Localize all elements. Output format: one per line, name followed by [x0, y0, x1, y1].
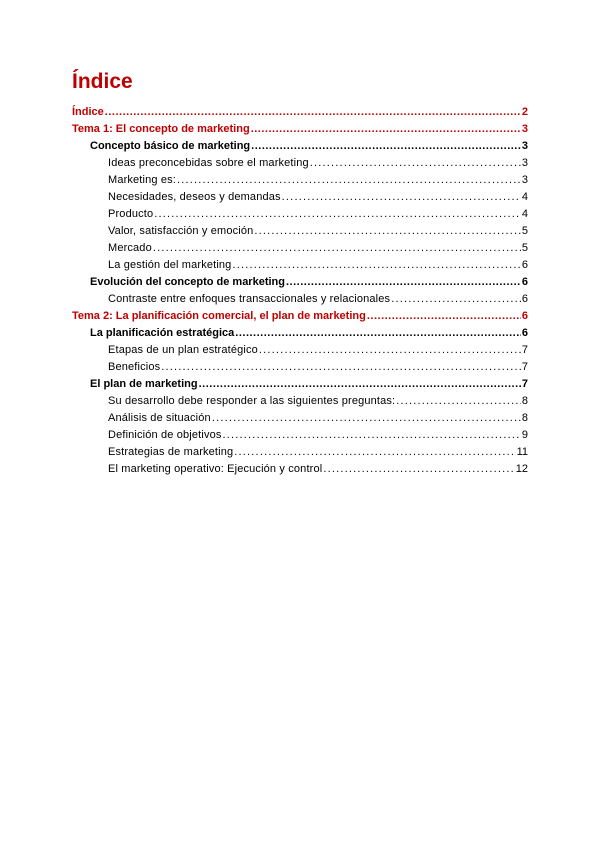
toc-page-number: 3 — [521, 174, 528, 186]
toc-entry-label: Producto — [108, 208, 154, 220]
toc-entry-label: Concepto básico de marketing — [90, 140, 251, 152]
toc-entry[interactable] — [72, 325, 528, 342]
toc-page-number: 7 — [521, 361, 528, 373]
toc-entry[interactable] — [72, 359, 528, 376]
toc-leader-dots — [161, 359, 521, 376]
toc-page-number: 6 — [521, 276, 528, 288]
toc-entry[interactable] — [72, 172, 528, 189]
toc-leader-dots — [223, 427, 521, 444]
toc-leader-dots — [234, 444, 515, 461]
toc-entry-label: Tema 1: El concepto de marketing — [72, 123, 250, 135]
toc-entry-label: Estrategias de marketing — [108, 446, 234, 458]
toc-leader-dots — [310, 155, 521, 172]
toc-entry[interactable] — [72, 444, 528, 461]
toc-page-number: 4 — [521, 191, 528, 203]
toc-leader-dots — [232, 257, 520, 274]
toc-leader-dots — [367, 308, 521, 325]
toc-entry-label: El marketing operativo: Ejecución y control — [108, 463, 323, 475]
toc-page-number: 8 — [521, 412, 528, 424]
table-of-contents — [72, 104, 528, 478]
toc-entry[interactable] — [72, 410, 528, 427]
toc-entry-label: Índice — [72, 106, 104, 118]
toc-leader-dots — [177, 172, 521, 189]
toc-leader-dots — [212, 410, 521, 427]
page-title: Índice — [72, 70, 133, 93]
toc-page-number: 5 — [521, 242, 528, 254]
toc-entry[interactable] — [72, 308, 528, 325]
toc-entry-label: Mercado — [108, 242, 152, 254]
toc-entry-label: Tema 2: La planificación comercial, el plan de marketing — [72, 310, 366, 322]
toc-leader-dots — [154, 206, 521, 223]
toc-page-number: 7 — [521, 378, 528, 390]
toc-entry-label: Etapas de un plan estratégico — [108, 344, 258, 356]
toc-entry-label: Necesidades, deseos y demandas — [108, 191, 281, 203]
toc-leader-dots — [153, 240, 521, 257]
toc-entry-label: Su desarrollo debe responder a las siguientes preguntas: — [108, 395, 396, 407]
toc-entry[interactable] — [72, 223, 528, 240]
toc-entry-label: Evolución del concepto de marketing — [90, 276, 285, 288]
toc-leader-dots — [259, 342, 521, 359]
toc-entry-label: La gestión del marketing — [108, 259, 232, 271]
toc-entry[interactable] — [72, 138, 528, 155]
toc-entry[interactable] — [72, 121, 528, 138]
toc-entry-label: Beneficios — [108, 361, 161, 373]
toc-leader-dots — [286, 274, 521, 291]
toc-entry[interactable] — [72, 104, 528, 121]
toc-entry[interactable] — [72, 206, 528, 223]
toc-page-number: 8 — [521, 395, 528, 407]
toc-entry-label: La planificación estratégica — [90, 327, 235, 339]
toc-entry[interactable] — [72, 376, 528, 393]
toc-leader-dots — [396, 393, 521, 410]
toc-leader-dots — [199, 376, 521, 393]
toc-leader-dots — [254, 223, 520, 240]
toc-page-number: 12 — [515, 463, 528, 475]
toc-page-number: 3 — [521, 140, 528, 152]
toc-leader-dots — [391, 291, 521, 308]
toc-page-number: 9 — [521, 429, 528, 441]
toc-page-number: 4 — [521, 208, 528, 220]
toc-entry[interactable] — [72, 189, 528, 206]
toc-leader-dots — [323, 461, 514, 478]
toc-entry-label: El plan de marketing — [90, 378, 198, 390]
toc-page-number: 6 — [521, 327, 528, 339]
toc-page-number: 6 — [521, 293, 528, 305]
toc-entry[interactable] — [72, 240, 528, 257]
toc-page-number: 3 — [521, 157, 528, 169]
toc-leader-dots — [251, 138, 521, 155]
toc-entry[interactable] — [72, 427, 528, 444]
toc-entry[interactable] — [72, 291, 528, 308]
toc-page-number: 3 — [521, 123, 528, 135]
toc-entry-label: Análisis de situación — [108, 412, 211, 424]
toc-entry[interactable] — [72, 393, 528, 410]
toc-entry[interactable] — [72, 274, 528, 291]
toc-entry[interactable] — [72, 461, 528, 478]
toc-entry-label: Valor, satisfacción y emoción — [108, 225, 254, 237]
toc-leader-dots — [235, 325, 521, 342]
toc-page-number: 2 — [521, 106, 528, 118]
toc-page-number: 6 — [521, 310, 528, 322]
toc-entry[interactable] — [72, 257, 528, 274]
toc-entry-label: Definición de objetivos — [108, 429, 222, 441]
toc-page-number: 6 — [521, 259, 528, 271]
toc-entry[interactable] — [72, 155, 528, 172]
toc-leader-dots — [282, 189, 521, 206]
toc-page-number: 11 — [516, 446, 528, 458]
toc-page-number: 5 — [521, 225, 528, 237]
toc-entry[interactable] — [72, 342, 528, 359]
toc-entry-label: Contraste entre enfoques transaccionales y relacionales — [108, 293, 391, 305]
toc-page-number: 7 — [521, 344, 528, 356]
toc-leader-dots — [105, 104, 521, 121]
toc-entry-label: Ideas preconcebidas sobre el marketing — [108, 157, 309, 169]
toc-leader-dots — [251, 121, 521, 138]
toc-entry-label: Marketing es: — [108, 174, 176, 186]
